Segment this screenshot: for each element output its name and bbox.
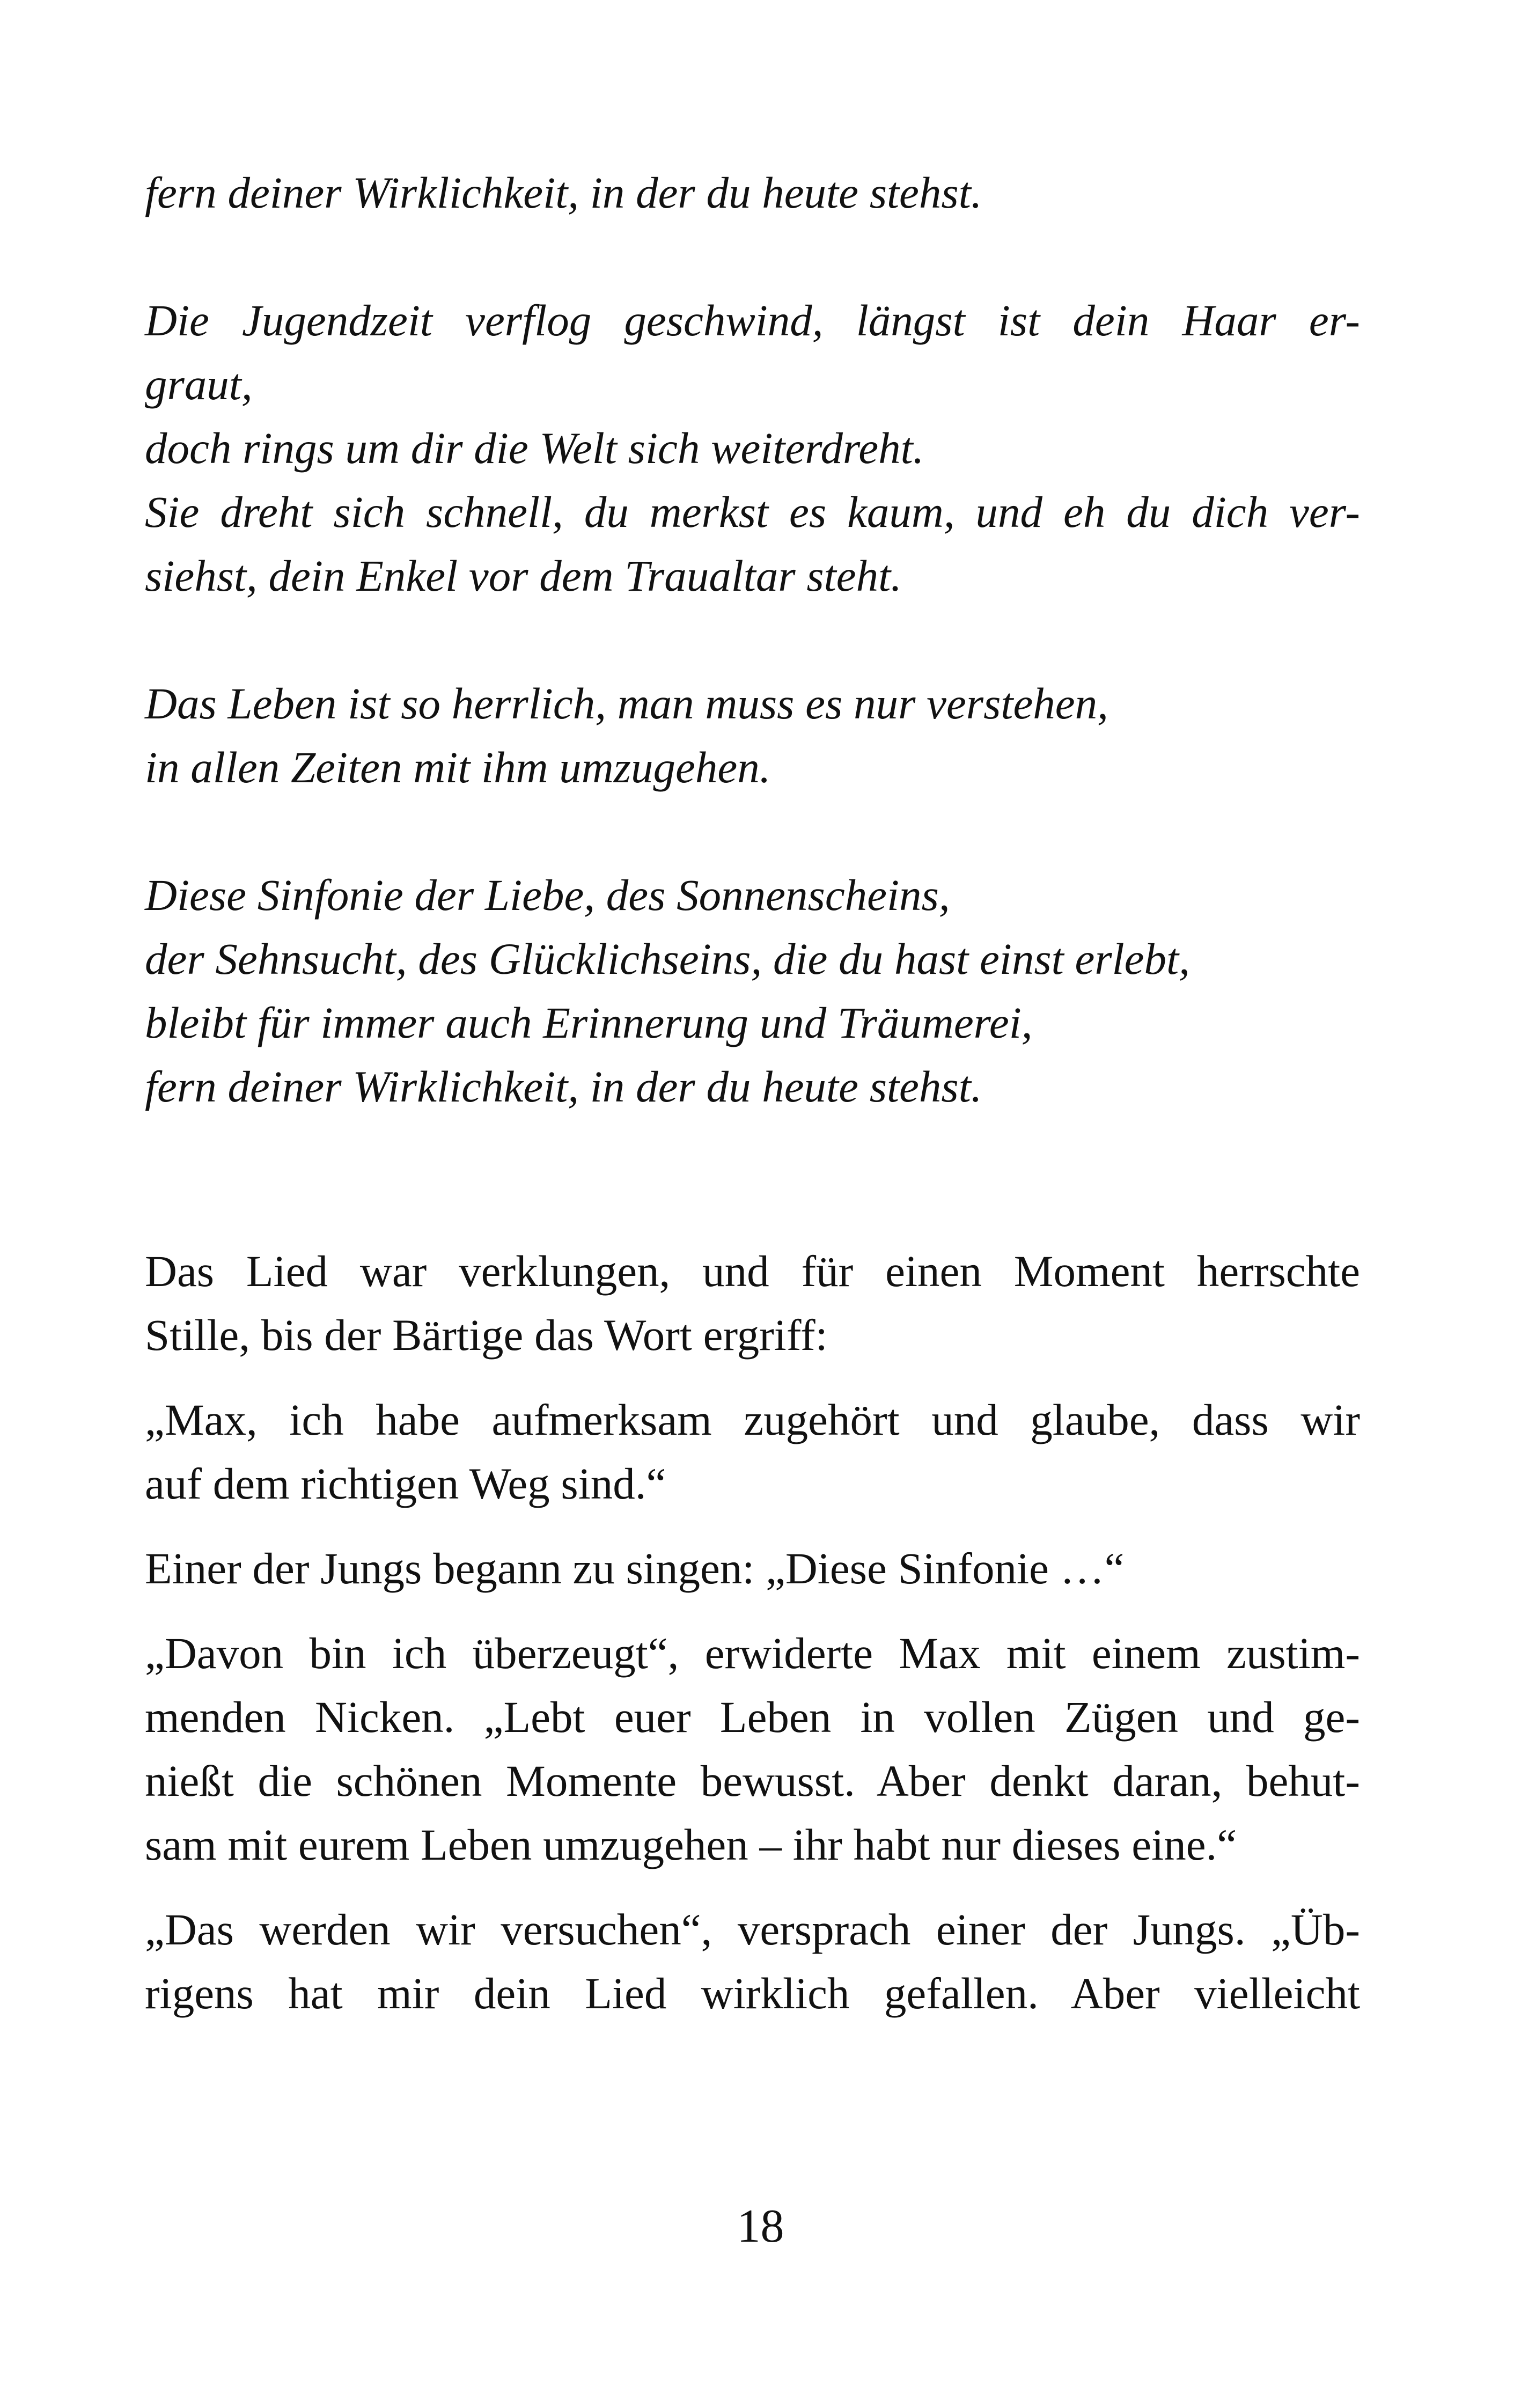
paragraph — [145, 1621, 1360, 1877]
poem-stanza-2 — [145, 289, 1360, 608]
text-line: „Davon bin ich überzeugt“, erwiderte Max mit einem zustim- — [145, 1628, 1360, 1678]
poem-line: fern deiner Wirklichkeit, in der du heute stehst. — [145, 1062, 982, 1111]
text-line: nießt die schönen Momente bewusst. Aber denkt daran, behut- — [145, 1756, 1360, 1805]
poem-line: fern deiner Wirklichkeit, in der du heute stehst. — [145, 168, 982, 217]
poem-line: Die Jugendzeit verflog geschwind, längst ist dein Haar er- — [145, 296, 1360, 345]
page-number: 18 — [737, 2200, 784, 2252]
poem-stanza-3 — [145, 672, 1360, 799]
poem-stanza-1 — [145, 161, 1360, 225]
poem-line: graut, — [145, 359, 253, 409]
poem — [145, 161, 1360, 1119]
text-line: „Max, ich habe aufmerksam zugehört und glaube, dass wir — [145, 1395, 1360, 1444]
poem-line: siehst, dein Enkel vor dem Traualtar steht. — [145, 551, 902, 600]
poem-stanza-4 — [145, 863, 1360, 1119]
poem-line: Das Leben ist so herrlich, man muss es nur verstehen, — [145, 679, 1108, 728]
text-line: sam mit eurem Leben umzugehen – ihr habt nur dieses eine.“ — [145, 1820, 1237, 1869]
poem-line: in allen Zeiten mit ihm umzugehen. — [145, 743, 771, 792]
text-line: Das Lied war verklungen, und für einen Moment herrschte — [145, 1246, 1360, 1296]
text-line: menden Nicken. „Lebt euer Leben in vollen Zügen und ge- — [145, 1692, 1360, 1742]
poem-line: bleibt für immer auch Erinnerung und Träumerei, — [145, 998, 1033, 1047]
prose-text — [145, 1239, 1360, 2025]
book-page — [145, 161, 1360, 2046]
paragraph — [145, 1537, 1360, 1601]
text-line: Einer der Jungs begann zu singen: „Diese Sinfonie …“ — [145, 1544, 1125, 1593]
poem-line: doch rings um dir die Welt sich weiterdreht. — [145, 423, 924, 473]
poem-line: der Sehnsucht, des Glücklichseins, die du hast einst erlebt, — [145, 934, 1190, 983]
text-line: „Das werden wir versuchen“, versprach einer der Jungs. „Üb- — [145, 1905, 1360, 1954]
paragraph — [145, 1898, 1360, 2025]
poem-line: Diese Sinfonie der Liebe, des Sonnenscheins, — [145, 870, 950, 920]
text-line: Stille, bis der Bärtige das Wort ergriff: — [145, 1310, 828, 1360]
paragraph — [145, 1388, 1360, 1516]
poem-line: Sie dreht sich schnell, du merkst es kaum, und eh du dich ver- — [145, 487, 1360, 537]
paragraph — [145, 1239, 1360, 1367]
text-line: rigens hat mir dein Lied wirklich gefallen. Aber vielleicht — [145, 1969, 1360, 2018]
text-line: auf dem richtigen Weg sind.“ — [145, 1459, 666, 1508]
